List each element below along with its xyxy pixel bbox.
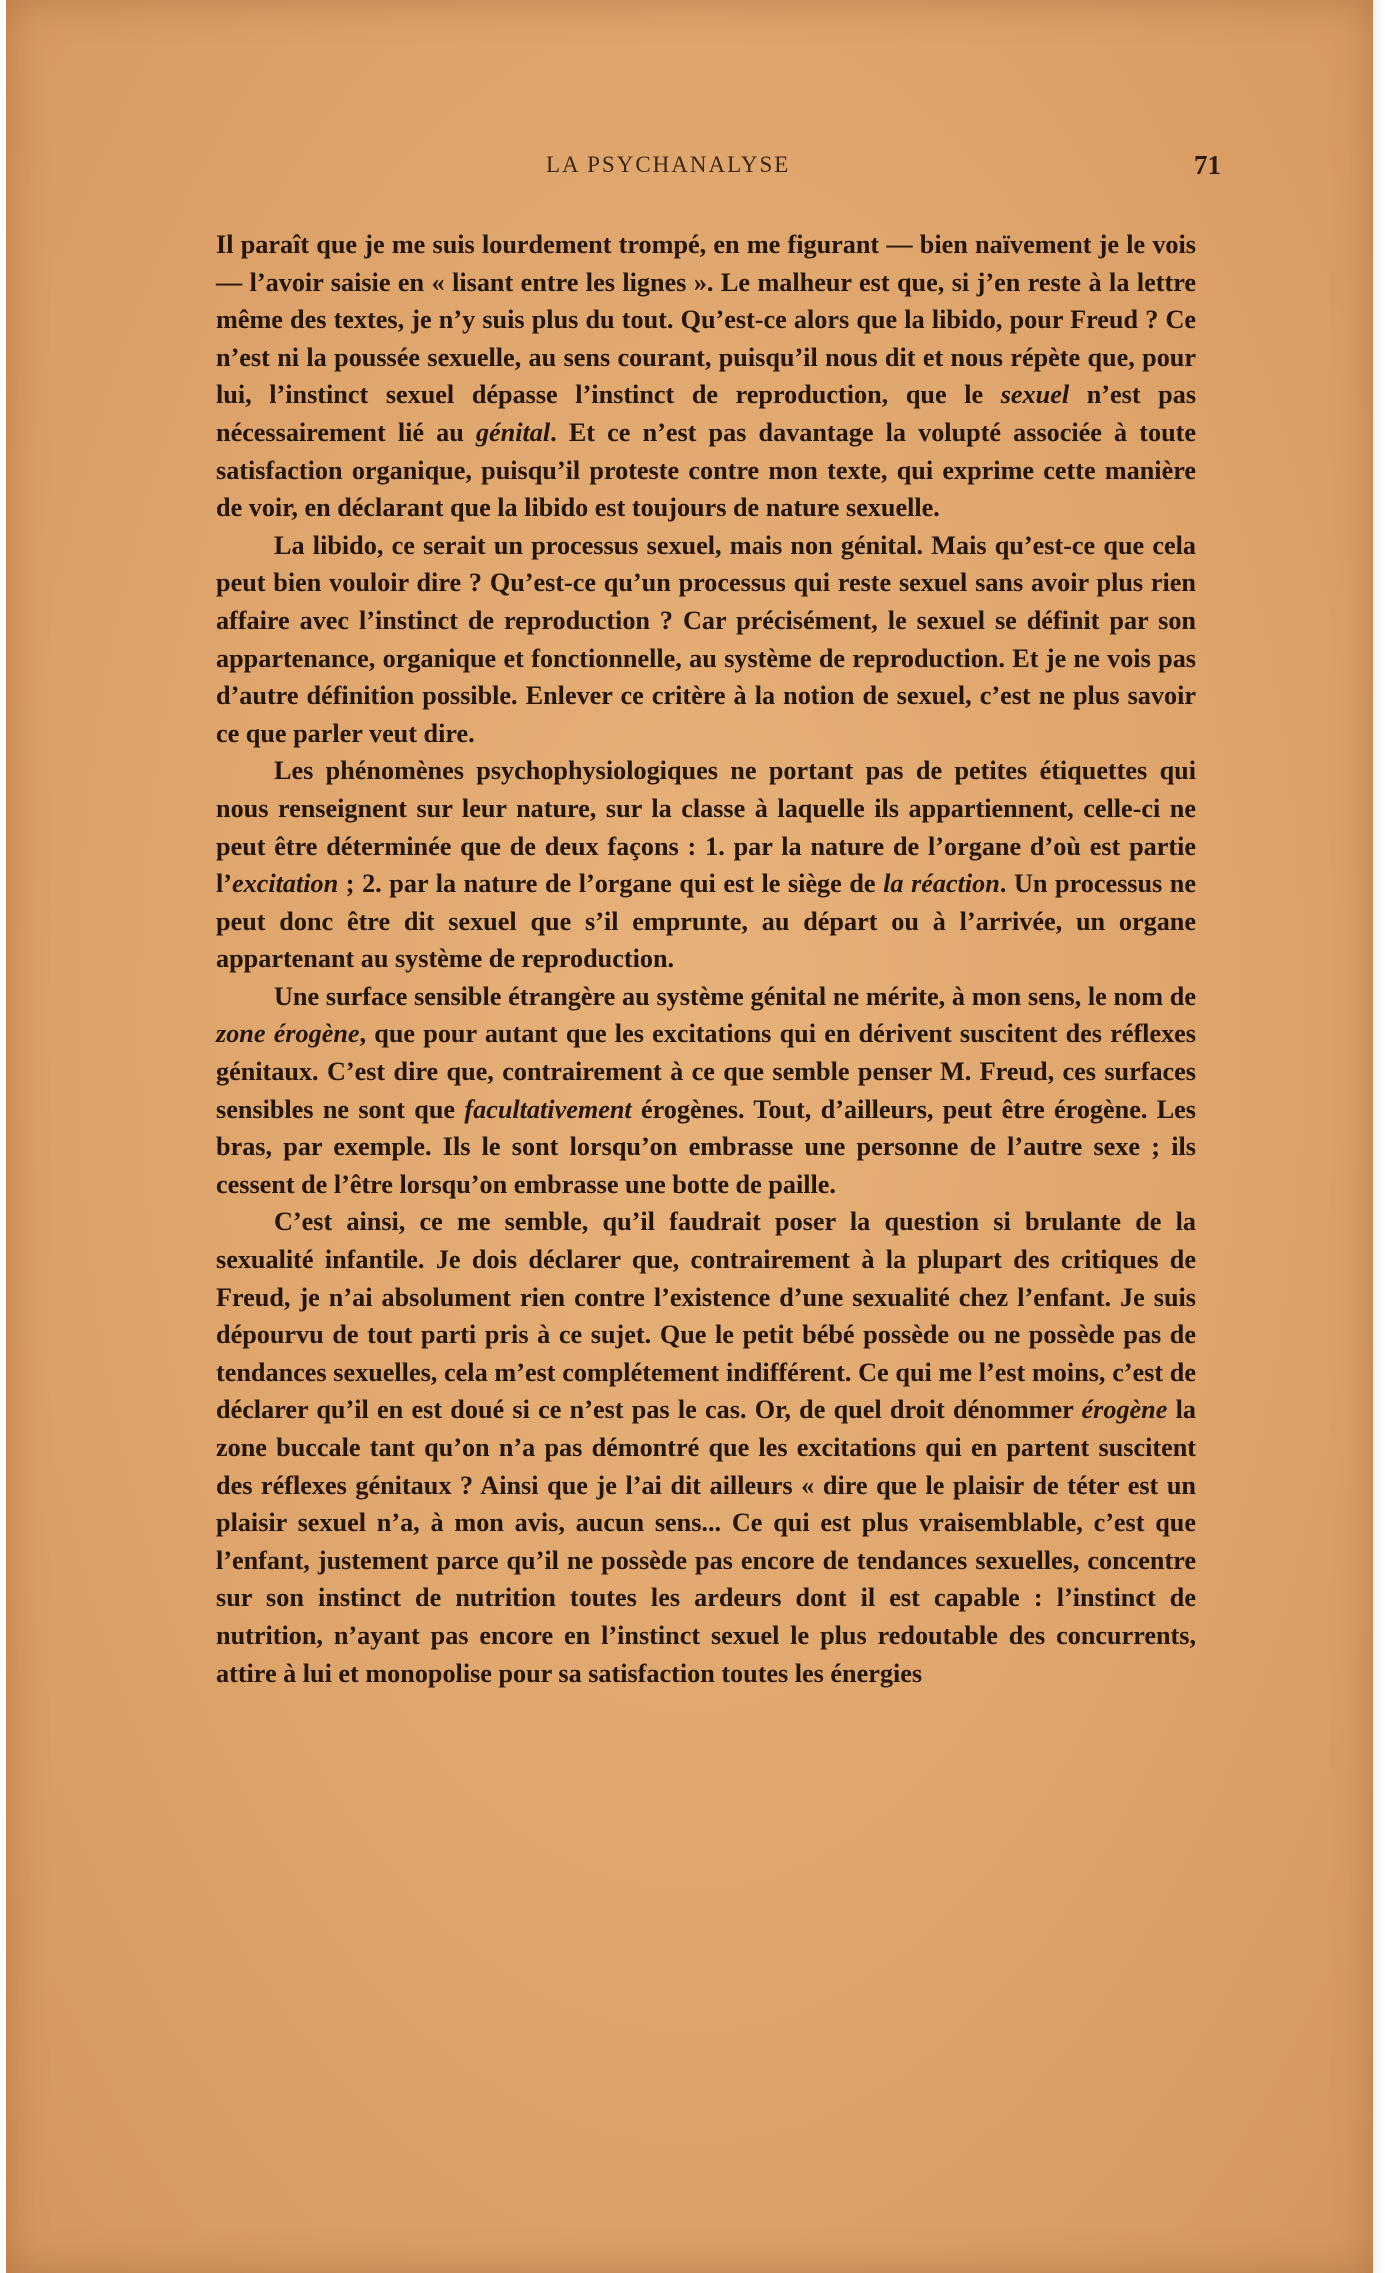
text-run: Une surface sensible étrangère au système génital ne mérite, à mon sens, le nom de	[274, 981, 1196, 1011]
paragraph	[216, 226, 1196, 527]
body-text	[216, 226, 1196, 1692]
text-run: Les phénomènes psychophysiologiques ne portant pas de petites étiquettes qui nous renseignent sur leur nature, sur la classe à laquelle ils appartiennent, celle-ci ne peut être déterminée que de deux façons : 1. par la nature de l’organe d’où est partie l’	[216, 756, 1196, 899]
book-page	[6, 0, 1374, 2273]
italic-term: facultativement	[464, 1094, 632, 1124]
page-edge	[1373, 0, 1385, 2273]
text-run: la zone buccale tant qu’on n’a pas démontré que les excitations qui en partent suscitent des réflexes génitaux ? Ainsi que je l’ai dit ailleurs « dire que le plaisir de téter est un plaisir sexuel n’a, à mon avis, aucun sens... Ce qui est plus vraisemblable, c’est que l’enfant, justement parce qu’il ne possède pas encore de tendances sexuelles, concentre sur son instinct de nutrition toutes les ardeurs dont il est capable : l’instinct de nutrition, n’ayant pas encore en l’instinct sexuel le plus redoutable des concurrents, attire à lui et monopolise pour sa satisfaction toutes les énergies	[216, 1395, 1196, 1688]
italic-term: zone érogène	[216, 1019, 360, 1049]
italic-term: génital	[475, 417, 551, 447]
running-title: LA PSYCHANALYSE	[546, 152, 791, 177]
paragraph	[216, 752, 1196, 978]
paragraph	[216, 978, 1196, 1204]
text-run: C’est ainsi, ce me semble, qu’il faudrait poser la question si brulante de la sexualité infantile. Je dois déclarer que, contrairement à la plupart des critiques de Freud, je n’ai absolument rien contre l’existence d’une sexualité chez l’enfant. Je suis dépourvu de tout parti pris à ce sujet. Que le petit bébé possède ou ne possède pas de tendances sexuelles, cela m’est complétement indifférent. Ce qui me l’est moins, c’est de déclarer qu’il en est doué si ce n’est pas le cas. Or, de quel droit dénommer	[216, 1207, 1196, 1425]
italic-term: sexuel	[1000, 380, 1070, 410]
page-header	[6, 150, 1374, 190]
paragraph	[216, 1203, 1196, 1692]
text-run: ; 2. par la nature de l’organe qui est le siège de	[338, 869, 884, 899]
text-run: . Un processus ne peut donc être dit sexuel que s’il emprunte, au départ ou à l’arrivée, un organe appartenant au système de reproduction.	[216, 869, 1196, 974]
text-run: . Et ce n’est pas davantage la volupté associée à toute satisfaction organique, puisqu’il proteste contre mon texte, qui exprime cette manière de voir, en déclarant que la libido est toujours de nature sexuelle.	[216, 417, 1197, 523]
paragraph	[216, 527, 1196, 753]
text-run: , que pour autant que les excitations qui en dérivent suscitent des réflexes génitaux. C’est dire que, contrairement à ce que semble penser M. Freud, ces surfaces sensibles ne sont que	[216, 1019, 1196, 1124]
page-number: 71	[1194, 150, 1221, 180]
italic-term: érogène	[1081, 1395, 1168, 1425]
text-run: érogènes. Tout, d’ailleurs, peut être érogène. Les bras, par exemple. Ils le sont lorsqu’on embrasse une personne de l’autre sexe ; ils cessent de l’être lorsqu’on embrasse une botte de paille.	[216, 1094, 1196, 1199]
text-run: Il paraît que je me suis lourdement trompé, en me figurant — bien naïvement je le vois — l’avoir saisie en « lisant entre les lignes ». Le malheur est que, si j’en reste à la lettre même des textes, je n’y suis plus du tout. Qu’est-ce alors que la libido, pour Freud ? Ce n’est ni la poussée sexuelle, au sens courant, puisqu’il nous dit et nous répète que, pour lui, l’instinct sexuel dépasse l’instinct de reproduction, que le	[216, 230, 1196, 410]
text-run: n’est pas nécessairement lié au	[216, 380, 1197, 447]
text-run: La libido, ce serait un processus sexuel, mais non génital. Mais qu’est-ce que cela peut bien vouloir dire ? Qu’est-ce qu’un processus qui reste sexuel sans avoir plus rien affaire avec l’instinct de reproduction ? Car précisément, le sexuel se définit par son appartenance, organique et fonctionnelle, au système de reproduction. Et je ne vois pas d’autre définition possible. Enlever ce critère à la notion de sexuel, c’est ne plus savoir ce que parler veut dire.	[216, 530, 1196, 748]
italic-term: la réaction	[883, 869, 1000, 899]
italic-term: excitation	[232, 869, 339, 899]
